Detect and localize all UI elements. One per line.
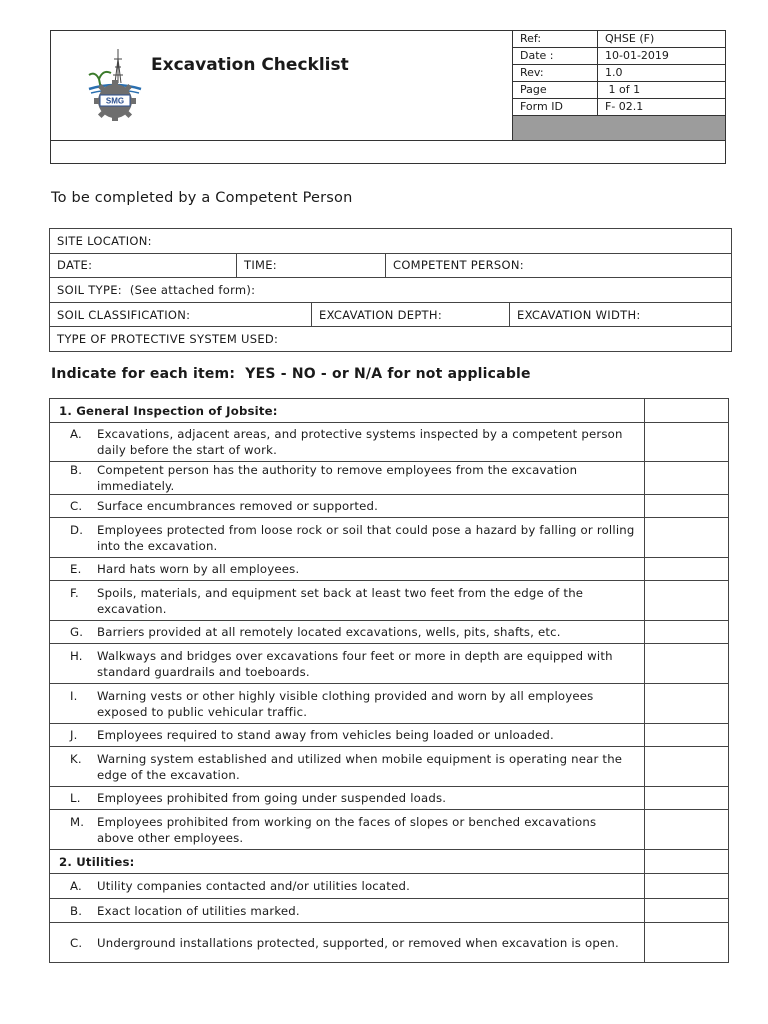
answer-cell[interactable] bbox=[645, 810, 729, 850]
checklist-item-text-cell bbox=[50, 644, 645, 684]
checklist-item-row bbox=[50, 874, 729, 899]
answer-cell[interactable] bbox=[645, 558, 729, 581]
protective-system-field[interactable]: TYPE OF PROTECTIVE SYSTEM USED: bbox=[50, 327, 732, 352]
checklist-item-row bbox=[50, 462, 729, 495]
item-text: Excavations, adjacent areas, and protective systems inspected by a competent person daily before the start of work. bbox=[97, 427, 623, 457]
item-text: Exact location of utilities marked. bbox=[97, 903, 300, 918]
competent-person-field[interactable]: COMPETENT PERSON: bbox=[386, 253, 732, 278]
item-letter: F. bbox=[70, 585, 79, 600]
answer-cell[interactable] bbox=[645, 747, 729, 787]
checklist-item-row bbox=[50, 923, 729, 963]
document-meta-table bbox=[512, 31, 725, 140]
competent-person-heading: To be completed by a Competent Person bbox=[51, 190, 353, 206]
excavation-depth-field[interactable]: EXCAVATION DEPTH: bbox=[312, 302, 510, 327]
answer-cell[interactable] bbox=[645, 923, 729, 963]
checklist-item-text-cell bbox=[50, 874, 645, 899]
checklist-item-text-cell bbox=[50, 621, 645, 644]
meta-page-label: Page bbox=[513, 81, 598, 98]
item-text: Barriers provided at all remotely located excavations, wells, pits, shafts, etc. bbox=[97, 625, 561, 639]
checklist-item-text-cell bbox=[50, 899, 645, 923]
item-letter: C. bbox=[70, 935, 83, 950]
checklist-item-text-cell bbox=[50, 923, 645, 963]
item-letter: C. bbox=[70, 499, 83, 513]
checklist-item-row bbox=[50, 724, 729, 747]
section-row bbox=[50, 850, 729, 874]
checklist-item-row bbox=[50, 423, 729, 462]
checklist-item-row bbox=[50, 621, 729, 644]
meta-rev-label: Rev: bbox=[513, 64, 598, 81]
checklist-item-text-cell bbox=[50, 684, 645, 724]
checklist-item-row bbox=[50, 899, 729, 923]
answer-cell[interactable] bbox=[645, 899, 729, 923]
meta-date-label: Date : bbox=[513, 47, 598, 64]
item-text: Competent person has the authority to remove employees from the excavation immediately. bbox=[97, 463, 578, 493]
checklist-item-text-cell bbox=[50, 747, 645, 787]
answer-cell[interactable] bbox=[645, 644, 729, 684]
meta-shaded-cell bbox=[513, 115, 726, 140]
item-letter: L. bbox=[70, 791, 81, 805]
checklist-item-row bbox=[50, 644, 729, 684]
header-top-row bbox=[51, 31, 725, 141]
meta-rev-value: 1.0 bbox=[598, 64, 726, 81]
item-text: Walkways and bridges over excavations four feet or more in depth are equipped with standard guardrails and toeboards. bbox=[97, 648, 613, 679]
item-letter: H. bbox=[70, 648, 83, 663]
item-text: Hard hats worn by all employees. bbox=[97, 562, 300, 576]
section-row bbox=[50, 399, 729, 423]
meta-form-id-label: Form ID bbox=[513, 98, 598, 115]
section-title: 1. General Inspection of Jobsite: bbox=[50, 399, 645, 423]
checklist-item-row bbox=[50, 787, 729, 810]
soil-type-field[interactable]: SOIL TYPE: (See attached form): bbox=[50, 278, 732, 303]
item-letter: B. bbox=[70, 903, 83, 918]
checklist-table bbox=[49, 398, 729, 963]
item-letter: B. bbox=[70, 463, 83, 477]
company-logo bbox=[85, 45, 145, 121]
site-info-table bbox=[49, 228, 732, 352]
checklist-item-row bbox=[50, 581, 729, 621]
checklist-item-text-cell bbox=[50, 518, 645, 558]
checklist-item-text-cell bbox=[50, 462, 645, 495]
checklist-item-text-cell bbox=[50, 810, 645, 850]
section-answer-cell bbox=[645, 399, 729, 423]
item-text: Warning vests or other highly visible clothing provided and worn by all employees exposed to public vehicular traffic. bbox=[97, 688, 594, 719]
answer-cell[interactable] bbox=[645, 874, 729, 899]
item-letter: E. bbox=[70, 562, 82, 576]
item-letter: A. bbox=[70, 879, 82, 893]
answer-cell[interactable] bbox=[645, 518, 729, 558]
checklist-item-row bbox=[50, 495, 729, 518]
meta-page-value: 1 of 1 bbox=[598, 81, 726, 98]
item-letter: D. bbox=[70, 522, 84, 537]
item-letter: A. bbox=[70, 427, 82, 441]
item-text: Employees prohibited from working on the faces of slopes or benched excavations above other employees. bbox=[97, 814, 597, 845]
checklist-item-row bbox=[50, 747, 729, 787]
answer-cell[interactable] bbox=[645, 684, 729, 724]
instruction-text: Indicate for each item: YES - NO - or N/A for not applicable bbox=[51, 366, 531, 382]
item-letter: K. bbox=[70, 751, 82, 766]
checklist-item-text-cell bbox=[50, 423, 645, 462]
answer-cell[interactable] bbox=[645, 581, 729, 621]
answer-cell[interactable] bbox=[645, 462, 729, 495]
meta-form-id-value: F- 02.1 bbox=[598, 98, 726, 115]
item-text: Employees prohibited from going under suspended loads. bbox=[97, 791, 447, 805]
meta-ref-label: Ref: bbox=[513, 31, 598, 47]
item-text: Spoils, materials, and equipment set back at least two feet from the edge of the excavation. bbox=[97, 585, 584, 616]
item-text: Surface encumbrances removed or supported. bbox=[97, 499, 379, 513]
item-letter: G. bbox=[70, 625, 84, 639]
item-text: Underground installations protected, supported, or removed when excavation is open. bbox=[97, 935, 619, 950]
item-letter: J. bbox=[70, 728, 78, 742]
item-letter: I. bbox=[70, 688, 78, 703]
site-location-field[interactable]: SITE LOCATION: bbox=[50, 229, 732, 254]
soil-classification-field[interactable]: SOIL CLASSIFICATION: bbox=[50, 302, 312, 327]
meta-date-value: 10-01-2019 bbox=[598, 47, 726, 64]
item-text: Employees protected from loose rock or soil that could pose a hazard by falling or rolling into the excavation. bbox=[97, 522, 635, 553]
answer-cell[interactable] bbox=[645, 495, 729, 518]
time-field[interactable]: TIME: bbox=[237, 253, 386, 278]
checklist-item-text-cell bbox=[50, 581, 645, 621]
checklist-item-text-cell bbox=[50, 558, 645, 581]
item-text: Employees required to stand away from vehicles being loaded or unloaded. bbox=[97, 728, 554, 742]
date-field[interactable]: DATE: bbox=[50, 253, 237, 278]
answer-cell[interactable] bbox=[645, 787, 729, 810]
checklist-item-row bbox=[50, 810, 729, 850]
answer-cell[interactable] bbox=[645, 724, 729, 747]
checklist-item-text-cell bbox=[50, 787, 645, 810]
item-text: Warning system established and utilized when mobile equipment is operating near the edge of the excavation. bbox=[97, 751, 623, 782]
item-text: Utility companies contacted and/or utilities located. bbox=[97, 879, 410, 893]
meta-ref-value: QHSE (F) bbox=[598, 31, 726, 47]
checklist-item-row bbox=[50, 558, 729, 581]
section-answer-cell bbox=[645, 850, 729, 874]
document-header bbox=[50, 30, 726, 164]
excavation-width-field[interactable]: EXCAVATION WIDTH: bbox=[510, 302, 732, 327]
checklist-item-row bbox=[50, 518, 729, 558]
checklist-item-row bbox=[50, 684, 729, 724]
document-title: Excavation Checklist bbox=[151, 55, 349, 75]
answer-cell[interactable] bbox=[645, 423, 729, 462]
checklist-item-text-cell bbox=[50, 495, 645, 518]
section-title: 2. Utilities: bbox=[50, 850, 645, 874]
checklist-item-text-cell bbox=[50, 724, 645, 747]
item-letter: M. bbox=[70, 814, 85, 829]
answer-cell[interactable] bbox=[645, 621, 729, 644]
svg-text:SMG: SMG bbox=[105, 96, 125, 106]
